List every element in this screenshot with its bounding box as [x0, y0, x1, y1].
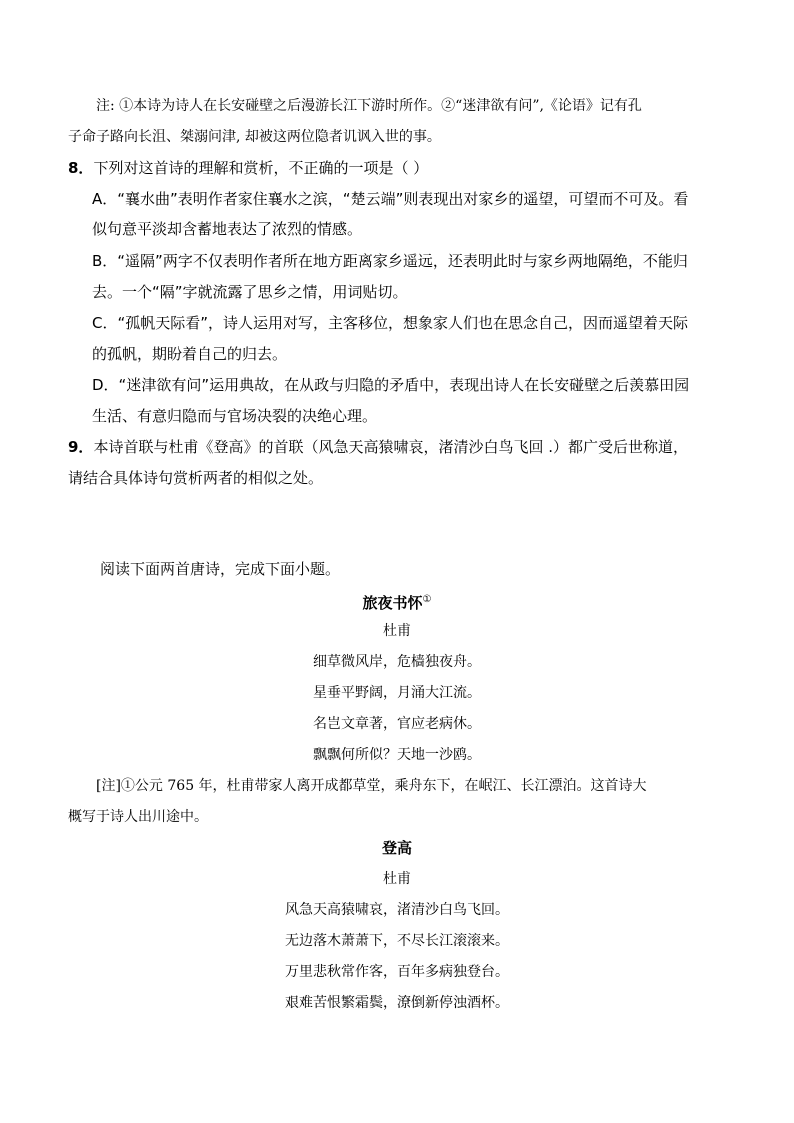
poem-1-line-3: 名岂文章著，官应老病休。: [313, 716, 481, 732]
option-d-line-2: 生活、有意归隐而与官场决裂的决绝心理。: [92, 407, 378, 425]
option-b-line-1: B．“遥隔”两字不仅表明作者所在地方距离家乡遥远，还表明此时与家乡两地隔绝，不能归: [92, 252, 688, 270]
poem-2-title: 登高: [381, 839, 412, 857]
poem-1-footnote-mark: ①: [422, 594, 432, 605]
note-top-line-1: 注: ①本诗为诗人在长安碰壁之后漫游长江下游时所作。②“迷津欲有问”,《论语》记有孔: [96, 98, 642, 114]
option-a-line-2: 似句意平淡却含蓄地表达了浓烈的情感。: [92, 220, 363, 238]
poem-2-line-2: 无边落木萧萧下，不尽长江滚滚来。: [285, 933, 509, 949]
poem-1-line-2: 星垂平野阔，月涌大江流。: [313, 685, 481, 701]
option-c-line-1: C．“孤帆天际看”，诗人运用对写，主客移位，想象家人们也在思念自己，因而遥望着天际: [92, 314, 689, 332]
reading-instruction: 阅读下面两首唐诗，完成下面小题。: [100, 560, 341, 578]
poem-1-author: 杜甫: [383, 623, 411, 639]
option-a-line-1: A．“襄水曲”表明作者家住襄水之滨，“楚云端”则表现出对家乡的遥望，可望而不可及。看: [92, 190, 689, 208]
question-9-number: 9．: [68, 438, 94, 456]
poem-2-line-3: 万里悲秋常作客，百年多病独登台。: [285, 964, 509, 980]
note-top-line-2: 子命子路向长沮、桀溺问津, 却被这两位隐者讥讽入世的事。: [68, 129, 441, 145]
poem-1-note-line-2: 概写于诗人出川途中。: [68, 809, 208, 825]
poem-1-line-1: 细草微风岸，危樯独夜舟。: [313, 654, 481, 670]
poem-2-line-1: 风急天高猿啸哀，渚清沙白鸟飞回。: [285, 902, 509, 918]
question-8-number: 8．: [68, 159, 94, 177]
option-d-line-1: D．“迷津欲有问”运用典故，在从政与归隐的矛盾中，表现出诗人在长安碰壁之后羡慕田园: [92, 376, 690, 394]
poem-1-title: [0, 590, 794, 613]
question-9-line-2: 请结合具体诗句赏析两者的相似之处。: [68, 469, 324, 487]
option-b-line-2: 去。一个“隔”字就流露了思乡之情，用词贴切。: [92, 283, 408, 301]
poem-2-line-4: 艰难苦恨繁霜鬓，潦倒新停浊酒杯。: [285, 995, 509, 1011]
question-8-stem: 下列对这首诗的理解和赏析，不正确的一项是（ ）: [93, 159, 429, 177]
poem-2-author: 杜甫: [383, 871, 411, 887]
poem-1-title-text: 旅夜书怀: [362, 594, 423, 612]
poem-1-line-4: 飘飘何所似？天地一沙鸥。: [313, 747, 481, 763]
poem-1-note-line-1: [注]①公元 765 年，杜甫带家人离开成都草堂，乘舟东下，在岷江、长江漂泊。这首诗大: [96, 778, 647, 794]
question-8: [68, 158, 428, 178]
option-c-line-2: 的孤帆，期盼着自己的归去。: [92, 345, 288, 363]
question-9: [68, 437, 688, 457]
question-9-line-1: 本诗首联与杜甫《登高》的首联（风急天高猿啸哀，渚清沙白鸟飞回 .）都广受后世称道，: [93, 438, 688, 456]
